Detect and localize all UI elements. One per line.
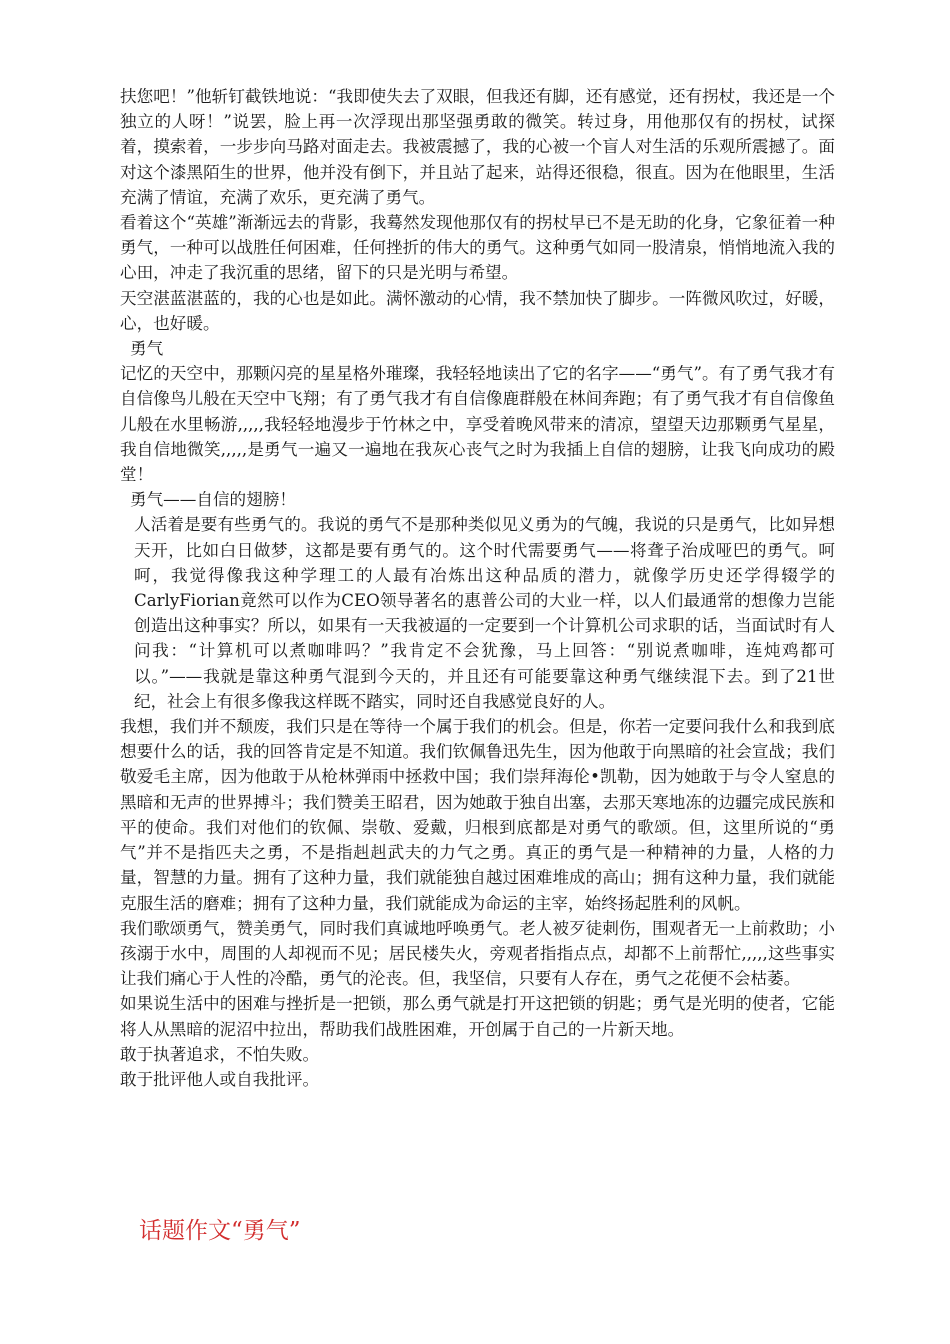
paragraph-lock-and-key: 如果说生活中的困难与挫折是一把锁，那么勇气就是打开这把锁的钥匙；勇气是光明的使者，它能将人从黑暗的泥沼中拉出，帮助我们战胜困难，开创属于自己的一片新天地。 — [120, 994, 835, 1039]
paragraph-blue-sky: 天空湛蓝湛蓝的，我的心也是如此。满怀激动的心情，我不禁加快了脚步。一阵微风吹过，好暖，心，也好暖。 — [120, 288, 835, 333]
topic-title: 话题作文“勇气” — [139, 1218, 301, 1244]
paragraph-memory-star: 记忆的天空中，那颗闪亮的星星格外璀璨，我轻轻地读出了它的名字——“勇气”。有了勇气我才有自信像鸟儿般在天空中飞翔；有了勇气我才有自信像鹿群般在林间奔跑；有了勇气我才有自信像鱼儿般在水里畅游,,,,,我轻轻地漫步于竹林之中，享受着晚风带来的清凉，望望天边那颗勇气星星，我自信地微笑,,,,,是勇气一遍又一遍地在我灰心丧气之时为我插上自信的翅膀，让我飞向成功的殿堂！ — [120, 364, 835, 485]
paragraph-blind-man-story: 扶您吧！”他斩钉截铁地说：“我即使失去了双眼，但我还有脚，还有感觉，还有拐杖，我还是一个独立的人呀！”说罢，脸上再一次浮现出那坚强勇敢的微笑。转过身，用他那仅有的拐杖，试探着，摸索着，一步步向马路对面走去。我被震撼了，我的心被一个盲人对生活的乐观所震撼了。面对这个漆黑陌生的世界，他并没有倒下，并且站了起来，站得还很稳，很直。因为在他眼里，生活充满了情谊，充满了欢乐，更充满了勇气。 — [120, 87, 835, 207]
section-heading-wings: 勇气——自信的翅膀！ — [130, 490, 296, 510]
document-body — [120, 84, 835, 1092]
paragraph-waiting-chance: 我想，我们并不颓废，我们只是在等待一个属于我们的机会。但是，你若一定要问我什么和我到底想要什么的话，我的回答肯定是不知道。我们钦佩鲁迅先生，因为他敢于向黑暗的社会宣战；我们敬爱毛主席，因为他敢于从枪林弹雨中拯救中国；我们崇拜海伦•凯勒，因为她敢于与令人窒息的黑暗和无声的世界搏斗；我们赞美王昭君，因为她敢于独自出塞，去那天寒地冻的边疆完成民族和平的使命。我们对他们的钦佩、崇敬、爱戴，归根到底都是对勇气的歌颂。但，这里所说的“勇气”并不是指匹夫之勇，不是指赳赳武夫的力气之勇。真正的勇气是一种精神的力量，人格的力量，智慧的力量。拥有了这种力量，我们就能独自越过困难堆成的高山；拥有这种力量，我们就能克服生活的磨难；拥有了这种力量，我们就能成为命运的主宰，始终扬起胜利的风帆。 — [120, 717, 835, 913]
paragraph-courage-to-live: 人活着是要有些勇气的。我说的勇气不是那种类似见义勇为的气魄，我说的只是勇气，比如异想天开，比如白日做梦，这都是要有勇气的。这个时代需要勇气——将聋子治成哑巴的勇气。呵呵，我觉得像我这种学理工的人最有冶炼出这种品质的潜力，就像学历史还学得辍学的CarlyFiorian竟然可以作为CEO领导著名的惠普公司的大业一样，以人们最通常的想像力岂能创造出这种事实？所以，如果有一天我被逼的一定要到一个计算机公司求职的话，当面试时有人问我：“计算机可以煮咖啡吗？”我肯定不会犹豫，马上回答：“别说煮咖啡，连炖鸡都可以。”——我就是靠这种勇气混到今天的，并且还有可能要靠这种勇气继续混下去。到了21世纪，社会上有很多像我这样既不踏实，同时还自我感觉良好的人。 — [134, 515, 835, 711]
paragraph-call-for-courage: 我们歌颂勇气，赞美勇气，同时我们真诚地呼唤勇气。老人被歹徒刺伤，围观者无一上前救助；小孩溺于水中，周围的人却视而不见；居民楼失火，旁观者指指点点，却都不上前帮忙,,,,,这些事实让我们痛心于人性的冷酷，勇气的沦丧。但，我坚信，只要有人存在，勇气之花便不会枯萎。 — [120, 918, 835, 989]
paragraph-dare-pursue: 敢于执著追求，不怕失败。 — [120, 1044, 320, 1064]
paragraph-dare-criticize: 敢于批评他人或自我批评。 — [120, 1069, 320, 1089]
section-heading-courage: 勇气 — [130, 339, 164, 359]
paragraph-hero-back: 看着这个“英雄”渐渐远去的背影，我蓦然发现他那仅有的拐杖早已不是无助的化身，它象征着一种勇气，一种可以战胜任何困难，任何挫折的伟大的勇气。这种勇气如同一股清泉，悄悄地流入我的心田，冲走了我沉重的思绪，留下的只是光明与希望。 — [120, 213, 835, 283]
